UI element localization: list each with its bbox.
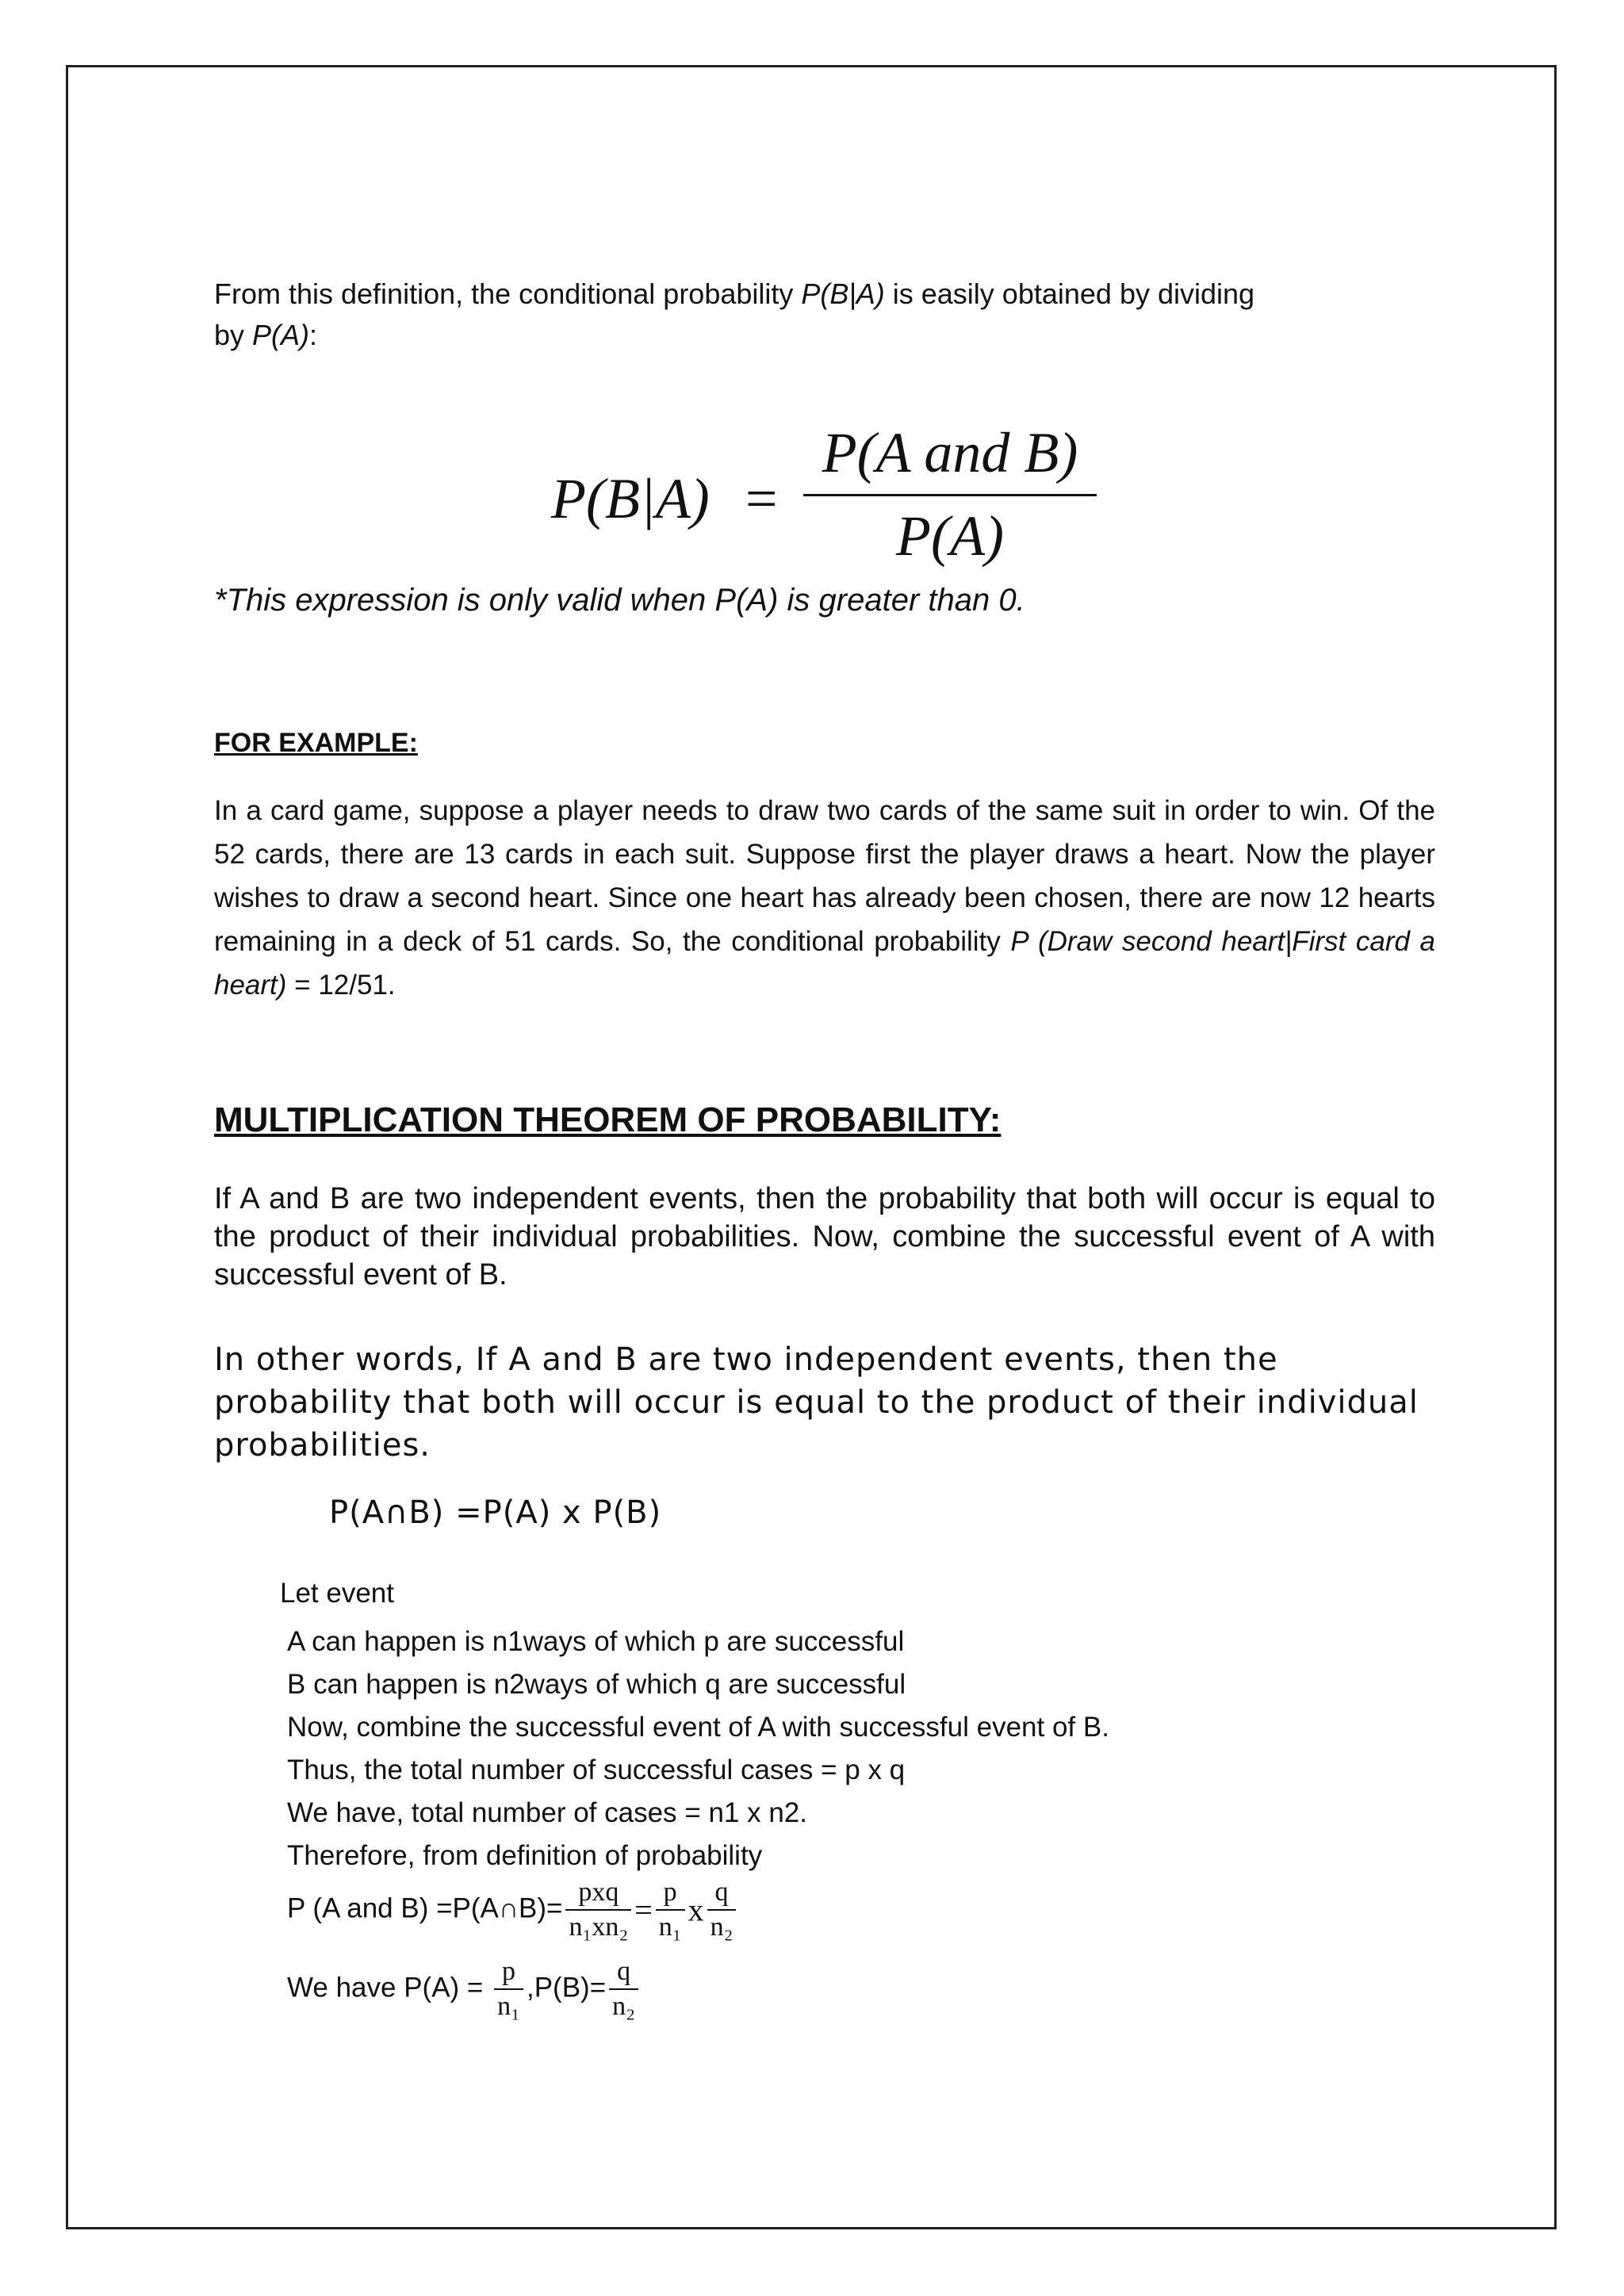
definition-text: From this definition, the conditional probability: [214, 277, 802, 310]
fraction-p: [656, 1877, 685, 1942]
example-heading: FOR EXAMPLE:: [214, 728, 418, 758]
pb-prefix: ,P(B)=: [526, 1972, 607, 2003]
equation-equals: =: [634, 1892, 653, 1928]
derivation-line: We have, total number of cases = n1 x n2.: [287, 1797, 807, 1828]
derivation-equation: [287, 1877, 739, 1942]
probability-definitions: [287, 1957, 642, 2022]
derivation-line: Therefore, from definition of probability: [287, 1840, 763, 1871]
fraction-denominator: n₂: [707, 1909, 737, 1942]
definition-term: P(B|A): [801, 277, 885, 310]
example-tail: = 12/51.: [286, 970, 396, 1001]
fraction-denominator: n₁: [656, 1909, 685, 1942]
fraction-denominator: n₂: [609, 1988, 638, 2022]
theorem-paragraph-1: If A and B are two independent events, then the probability that both will occur is equal to the product of their individual probabilities. Now, combine the successful event of A with successful event of B.: [214, 1182, 1435, 1292]
multiplication-formula: P(A∩B) =P(A) x P(B): [329, 1494, 662, 1531]
fraction-q: [707, 1877, 737, 1942]
fraction-pxq: [565, 1877, 631, 1942]
derivation-line: Now, combine the successful event of A with successful event of B.: [287, 1712, 1109, 1743]
fraction-denominator: n₁xn₂: [565, 1909, 631, 1942]
formula-fraction-bar: [803, 494, 1097, 496]
fraction-numerator: q: [714, 1877, 729, 1907]
formula-numerator: P(A and B): [822, 421, 1078, 484]
definition-line2-term: P(A): [252, 319, 310, 351]
example-body: In a card game, suppose a player needs to draw two cards of the same suit in order to win. Of the 52 cards, there are 13 cards in each suit. Suppose first the player draws a heart. Now the player wishes to draw a second heart. Since one heart has already been chosen, there are now 12 hearts remaining in a deck of 51 cards. So, the conditional probability: [214, 795, 1435, 957]
conditional-probability-formula: [551, 420, 1090, 571]
validity-note: *This expression is only valid when P(A) is greater than 0.: [214, 583, 1025, 618]
definition-line2-suffix: :: [309, 319, 318, 351]
fraction-pb: [609, 1957, 638, 2022]
derivation-line: A can happen is n1ways of which p are successful: [287, 1626, 905, 1657]
example-italic: P (Draw second heart|First card a heart): [214, 926, 1435, 1001]
fraction-numerator: p: [663, 1877, 677, 1907]
derivation-heading: Let event: [280, 1578, 394, 1609]
definition-text-mid: is easily obtained by dividing: [884, 277, 1255, 310]
theorem-heading: MULTIPLICATION THEOREM OF PROBABILITY:: [214, 1100, 1002, 1139]
fraction-numerator: pxq: [578, 1877, 619, 1907]
definition-paragraph: [214, 274, 1451, 356]
formula-lhs: P(B|A): [551, 467, 710, 530]
definition-line2-prefix: by: [214, 319, 253, 351]
formula-denominator: P(A): [896, 504, 1004, 568]
fraction-pa: [494, 1957, 523, 2022]
derivation-line: B can happen is n2ways of which q are successful: [287, 1669, 906, 1700]
derivation-lines: [287, 1621, 1109, 1877]
derivation-line: Thus, the total number of successful cases = p x q: [287, 1755, 906, 1785]
formula-equals: =: [745, 467, 778, 530]
equation-prefix: P (A and B) =P(A∩B)=: [287, 1892, 563, 1924]
fraction-denominator: n₁: [494, 1988, 523, 2022]
example-paragraph: [214, 789, 1435, 1007]
theorem-paragraph-2: In other words, If A and B are two independent events, then the probability that both will occur is equal to the product of their individual probabilities.: [214, 1341, 1419, 1464]
pa-prefix: We have P(A) =: [287, 1972, 492, 2003]
fraction-numerator: p: [502, 1957, 516, 1986]
fraction-numerator: q: [617, 1957, 631, 1986]
equation-times: x: [688, 1892, 704, 1928]
